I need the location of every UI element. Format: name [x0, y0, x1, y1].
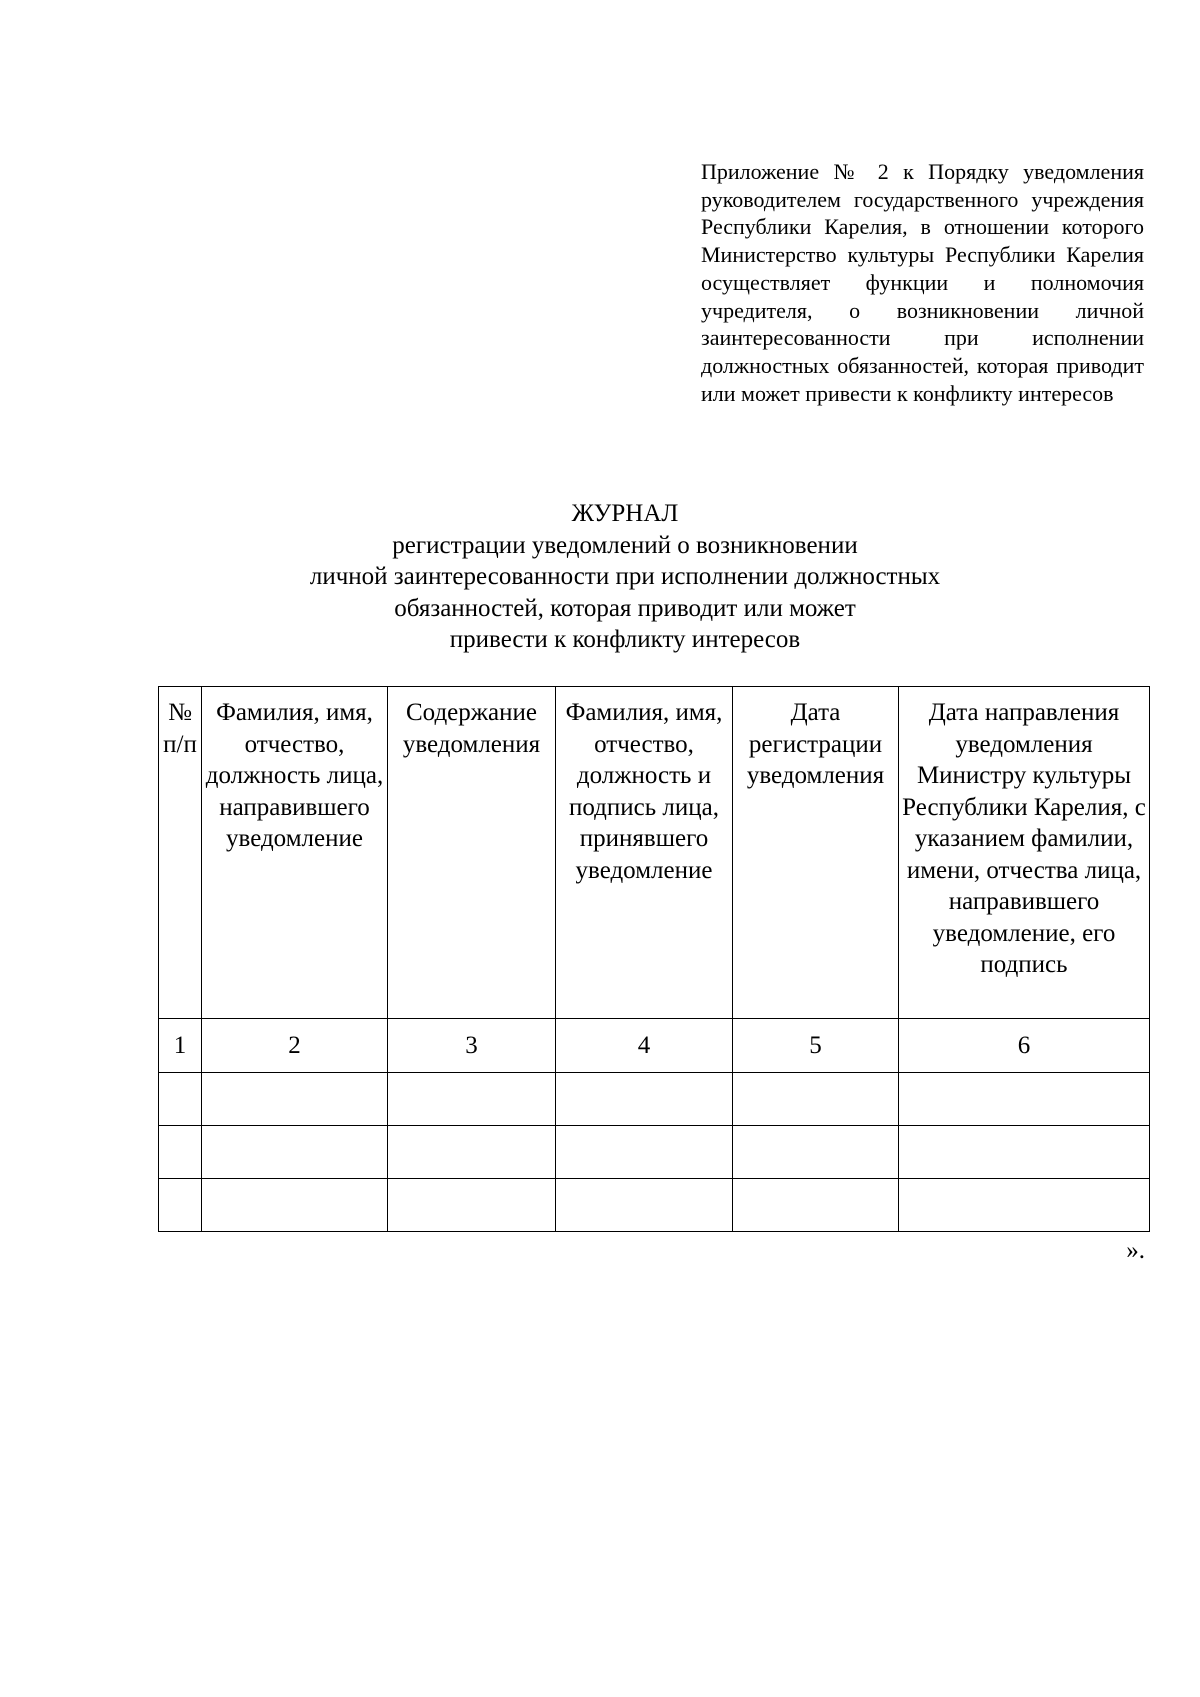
table-row — [159, 1179, 1150, 1232]
empty-cell — [202, 1073, 388, 1126]
title-line: регистрации уведомлений о возникновении — [392, 531, 858, 559]
empty-cell — [899, 1073, 1150, 1126]
empty-cell — [556, 1126, 733, 1179]
column-number-cell: 6 — [899, 1019, 1150, 1073]
column-number-row — [159, 1019, 1150, 1073]
header-cell-content: Содержание уведомления — [388, 687, 556, 1019]
empty-cell — [556, 1179, 733, 1232]
empty-cell — [202, 1179, 388, 1232]
column-number-cell: 3 — [388, 1019, 556, 1073]
title-line: привести к конфликту интересов — [449, 626, 801, 653]
empty-cell — [899, 1179, 1150, 1232]
column-number-cell: 4 — [556, 1019, 733, 1073]
empty-cell — [733, 1179, 899, 1232]
empty-cell — [388, 1073, 556, 1126]
empty-cell — [159, 1073, 202, 1126]
empty-cell — [899, 1126, 1150, 1179]
empty-cell — [159, 1126, 202, 1179]
table-header-row — [159, 687, 1150, 1019]
column-number-cell: 1 — [159, 1019, 202, 1073]
journal-table — [158, 686, 1150, 1232]
column-number-cell: 5 — [733, 1019, 899, 1073]
closing-quote: ». — [1126, 1237, 1145, 1264]
header-cell-number: № п/п — [159, 687, 202, 1019]
table-row — [159, 1126, 1150, 1179]
empty-cell — [388, 1179, 556, 1232]
header-cell-sent-date: Дата направления уведомления Министру культуры Республики Карелия, с указанием фамилии, имени, отчества лица, направившего уведомление, его подпись — [899, 687, 1150, 1019]
empty-cell — [733, 1126, 899, 1179]
header-cell-receiver: Фамилия, имя, отчество, должность и подпись лица, принявшего уведомление — [556, 687, 733, 1019]
header-cell-registration-date: Дата регистрации уведомления — [733, 687, 899, 1019]
table-row — [159, 1073, 1150, 1126]
document-title — [240, 498, 1010, 656]
empty-cell — [159, 1179, 202, 1232]
header-cell-sender: Фамилия, имя, отчество, должность лица, направившего уведомление — [202, 687, 388, 1019]
empty-cell — [733, 1073, 899, 1126]
title-line: обязанностей, которая приводит или может — [394, 594, 856, 622]
appendix-note: Приложение № 2 к Порядку уведомления руководителем государственного учреждения Республики Карелия, в отношении которого Министерство культуры Республики Карелия осуществляет функции и полномочия учредителя, о возникновении личной заинтересованности при исполнении должностных обязанностей, которая приводит или может привести к конфликту интересов — [701, 159, 1144, 406]
title-line: личной заинтересованности при исполнении должностных — [309, 563, 941, 590]
title-line: ЖУРНАЛ — [571, 500, 679, 527]
empty-cell — [388, 1126, 556, 1179]
empty-cell — [556, 1073, 733, 1126]
column-number-cell: 2 — [202, 1019, 388, 1073]
empty-cell — [202, 1126, 388, 1179]
